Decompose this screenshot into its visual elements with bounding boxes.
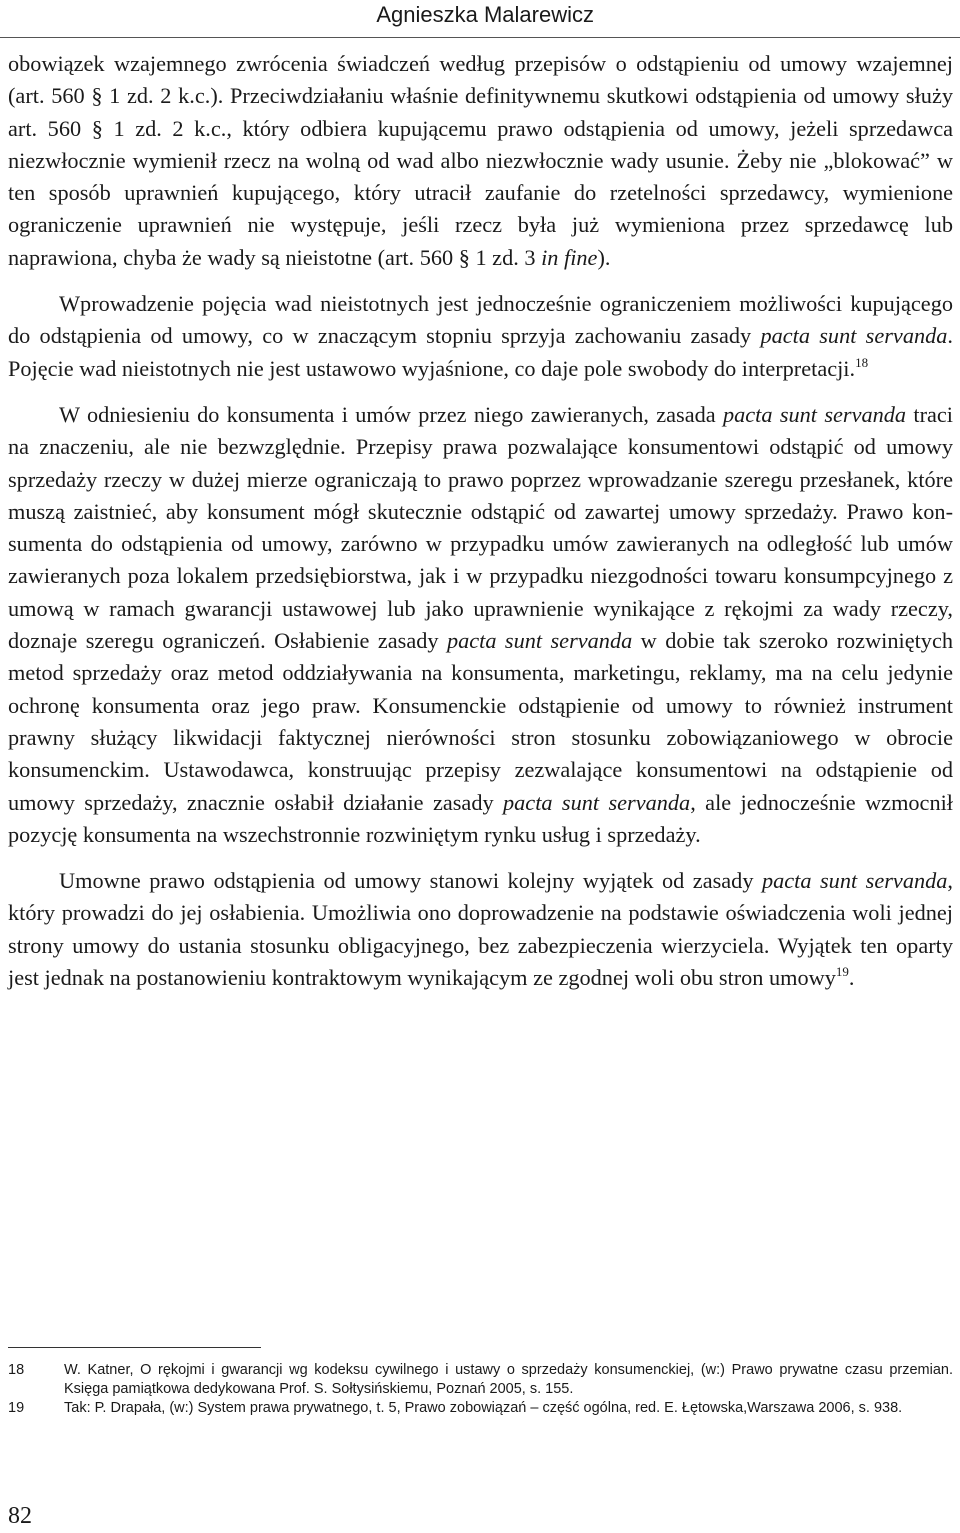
footnote-ref: 19 — [835, 964, 849, 980]
text-run: traci na znaczeniu, ale nie bezwzględnie. Przepisy prawa pozwalające konsumentowi odstąpić od umowy sprzedaży rzeczy w dużej mierze ograniczają to prawo poprzez wprowadzanie szeregu przesłanek, które muszą zaistnieć, aby konsument mógł skutecznie odstąpić od zawartej umowy sprzedaży. Prawo konsumenta do odstąpienia od umowy, zarówno w przypadku umów zawieranych na odległość lub umów zawieranych poza lokalem przedsiębiorstwa, jak i w przypadku niezgodności towaru konsumpcyjnego z umową w ramach gwarancji ustawowej lub jako uprawnienie wynikające z rękojmi za wady rzeczy, doznaje szeregu ograniczeń. Osłabienie zasady — [8, 401, 953, 654]
footnote-text: Tak: P. Drapała, (w:) System prawa prywatnego, t. 5, Prawo zobowiązań – część ogólna, red. E. Łętowska,Warszawa 2006, s. 938. — [64, 1400, 903, 1416]
paragraph — [8, 399, 953, 851]
italic-text: pacta sunt servanda — [760, 323, 948, 349]
italic-text: pacta sunt servanda — [446, 628, 633, 654]
header-author: Agnieszka Malarewicz — [376, 2, 594, 27]
footnote — [8, 1399, 953, 1418]
text-run: , który prowadzi do jej osłabienia. Umożliwia ono doprowadzenie na podstawie oświadczenia woli jednej strony umowy do ustania stosunku obligacyjnego, bez zabezpieczenia wierzyciela. Wyjątek ten oparty jest jednak na postanowieniu kontraktowym wynikającym ze zgodnej woli obu stron umowy — [8, 868, 953, 991]
page-number: 82 — [8, 1503, 32, 1529]
text-run: w dobie tak szeroko rozwiniętych metod sprzedaży oraz metod oddziaływania na konsumenta, marketingu, reklamy, ma na celu jedynie ochronę konsumenta oraz jego praw. Konsumenckie odstąpienie od umowy to również instrument prawny służący likwidacji faktycznej nierówności stron stosunku zobowiązaniowego w obrocie konsumenckim. Ustawodawca, konstruując przepisy zezwalające konsumentowi na odstąpienie od umowy sprzedaży, znacznie osłabił działanie zasady — [8, 628, 953, 815]
text-run: ). — [597, 244, 611, 270]
paragraph — [8, 288, 953, 385]
footnote — [8, 1361, 953, 1399]
footnote-ref: 18 — [855, 354, 869, 370]
text-run: obowiązek wzajemnego zwrócenia świadczeń według przepisów o odstąpieniu od umowy wzajemnej (art. 560 § 1 zd. 2 k.c.). Przeciwdziałaniu właśnie definitywnemu skutkowi odstąpienia od umowy służy art. 560 § 1 zd. 2 k.c., który odbiera kupującemu prawo odstąpienia od umowy, jeżeli sprzedawca niezwłocznie wymienił rzecz na wolną od wad albo niezwłocznie wady usunie. Żeby nie „blokować” w ten sposób uprawnień kupującego, który utracił zaufanie do rzetelności sprzedawcy, wymienione ograniczenie uprawnień nie występuje, jeśli rzecz była już wymieniona przez sprzedawcę lub naprawiona, chyba że wady są nieistotne (art. 560 § 1 zd. 3 — [8, 51, 953, 270]
text-run: Umowne prawo odstąpienia od umowy stanowi kolejny wyjątek od zasady — [59, 868, 762, 894]
italic-text: pacta sunt servanda — [503, 789, 691, 815]
header-rule — [0, 37, 960, 38]
footnote-text: W. Katner, O rękojmi i gwarancji wg kodeksu cywilnego i ustawy o sprzedaży konsumenckiej, (w:) Prawo prywatne czasu przemian. Księga pamiątkowa dedykowana Prof. S. Sołtysińskiemu, Poznań 2005, s. 155. — [64, 1362, 953, 1397]
text-run: . — [848, 965, 855, 991]
italic-text: in fine — [541, 244, 598, 270]
text-run: , ale jednocześnie wzmocnił pozycję konsumenta na wszechstronnie rozwiniętym rynku usług i sprzedaży. — [8, 789, 953, 847]
footnote-rule — [8, 1347, 261, 1348]
text-run: W odniesieniu do konsumenta i umów przez niego zawieranych, zasada — [59, 401, 723, 427]
footnote-number: 18 — [8, 1362, 25, 1378]
text-run: Wprowadzenie pojęcia wad nieistotnych jest jednocześnie ograniczeniem możliwości kupującego do odstąpienia od umowy, co w znaczącym stopniu sprzyja zachowaniu zasady — [8, 291, 953, 349]
paragraph — [8, 48, 953, 274]
italic-text: pacta sunt servanda — [722, 401, 907, 427]
footnote-number: 19 — [8, 1400, 25, 1416]
text-run: . Pojęcie wad nieistotnych nie jest ustawowo wyjaśnione, co daje pole swobody do interpretacji. — [8, 323, 953, 381]
running-header — [0, 0, 960, 30]
paragraph — [8, 865, 953, 994]
footnotes — [8, 1361, 953, 1418]
body-text — [8, 48, 953, 994]
italic-text: pacta sunt servanda — [761, 868, 948, 894]
